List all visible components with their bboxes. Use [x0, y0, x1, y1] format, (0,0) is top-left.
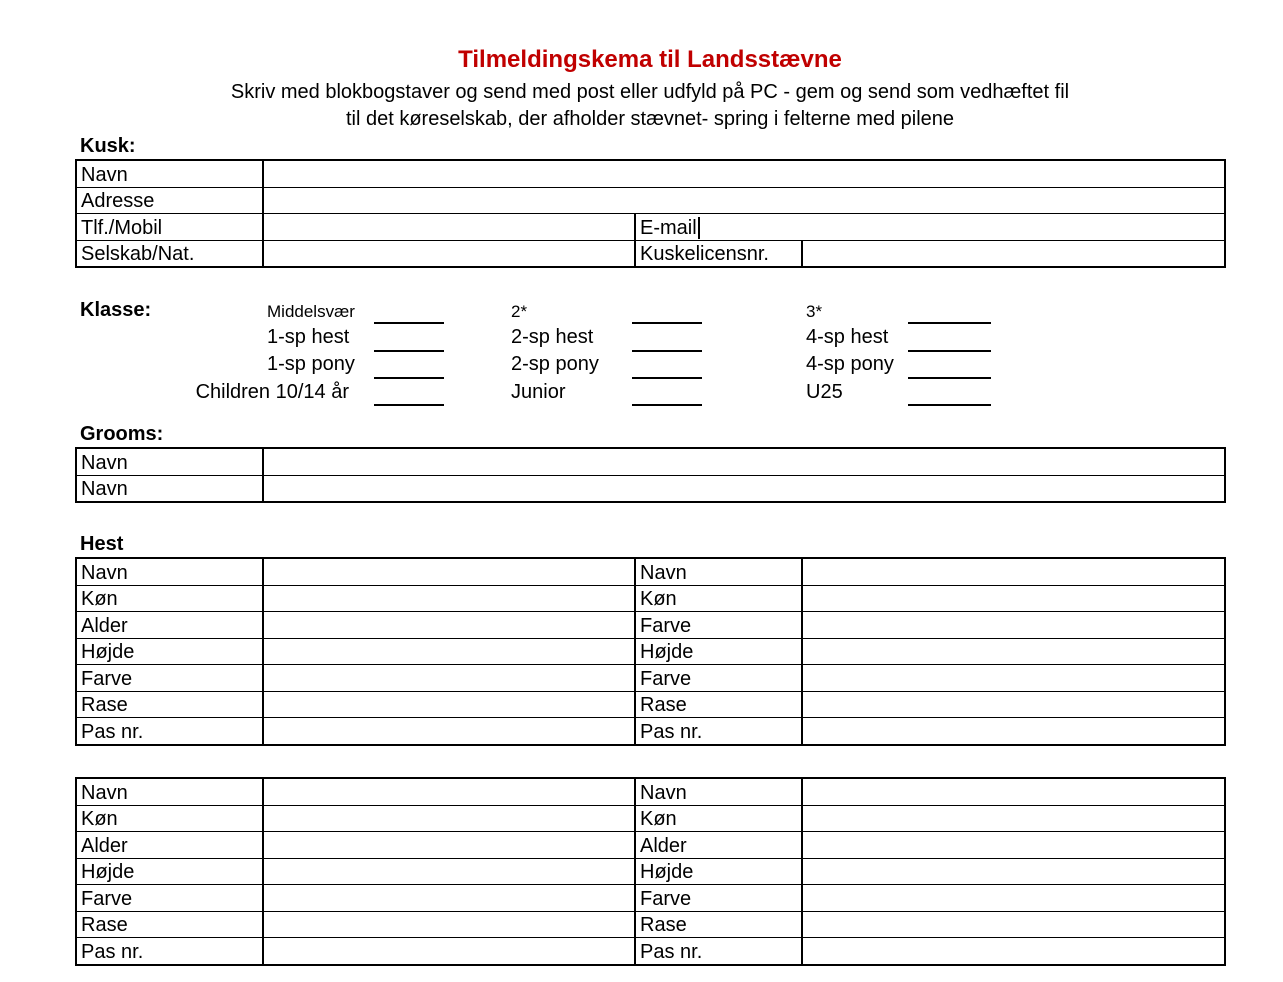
hest-4-field[interactable]	[802, 858, 1225, 885]
hest-row	[76, 718, 1225, 745]
hest-3-field[interactable]	[263, 778, 635, 805]
klasse-u25-line[interactable]	[908, 404, 991, 406]
groom-row	[76, 475, 1225, 502]
klasse-option-1sp-hest: 1-sp hest	[267, 326, 350, 348]
hest-label: Højde	[635, 858, 802, 885]
hest-label: Farve	[635, 885, 802, 912]
hest-2-field[interactable]	[802, 691, 1225, 718]
groom-1-navn-field[interactable]	[263, 448, 1225, 475]
hest-row	[76, 778, 1225, 805]
kusk-row-navn	[76, 160, 1225, 187]
klasse-option-middelsvaer: Middelsvær	[267, 302, 355, 321]
klasse-4sp-hest-line[interactable]	[908, 350, 991, 352]
kusk-licens-field[interactable]	[802, 240, 1225, 267]
hest-label: Alder	[76, 832, 263, 859]
hest-2-field[interactable]	[802, 665, 1225, 692]
kusk-navn-field[interactable]	[263, 160, 1225, 187]
klasse-option-3star: 3*	[806, 302, 823, 321]
hest-3-field[interactable]	[263, 805, 635, 832]
hest-1-field[interactable]	[263, 638, 635, 665]
hest-row	[76, 691, 1225, 718]
hest-label: Pas nr.	[76, 718, 263, 745]
hest-label: Navn	[635, 558, 802, 585]
hest-label: Navn	[76, 558, 263, 585]
hest-heading: Hest	[80, 533, 124, 555]
hest-2-field[interactable]	[802, 612, 1225, 639]
hest-3-field[interactable]	[263, 832, 635, 859]
kusk-row-selskab	[76, 240, 1225, 267]
hest-label: Højde	[635, 638, 802, 665]
groom-navn-label: Navn	[76, 448, 263, 475]
hest-label: Rase	[635, 691, 802, 718]
kusk-navn-label: Navn	[76, 160, 263, 187]
form-instructions-line-1: Skriv med blokbogstaver og send med post eller udfyld på PC - gem og send som vedhæftet fil	[230, 81, 1070, 103]
hest-3-field[interactable]	[263, 938, 635, 965]
klasse-heading: Klasse:	[80, 299, 152, 321]
hest-label: Rase	[76, 911, 263, 938]
form-instructions-line-2: til det køreselskab, der afholder stævnet- spring i felterne med pilene	[345, 108, 955, 130]
hest-2-field[interactable]	[802, 638, 1225, 665]
groom-row	[76, 448, 1225, 475]
hest-label: Køn	[635, 805, 802, 832]
hest-2-field[interactable]	[802, 718, 1225, 745]
form-title: Tilmeldingskema til Landsstævne	[458, 46, 842, 73]
hest-3-field[interactable]	[263, 858, 635, 885]
hest-label: Navn	[76, 778, 263, 805]
hest-label: Køn	[76, 805, 263, 832]
hest-label: Højde	[76, 638, 263, 665]
hest-3-field[interactable]	[263, 885, 635, 912]
hest-table-2	[75, 777, 1226, 966]
groom-navn-label: Navn	[76, 475, 263, 502]
hest-label: Navn	[635, 778, 802, 805]
klasse-2sp-pony-line[interactable]	[632, 377, 702, 379]
klasse-junior-line[interactable]	[632, 404, 702, 406]
klasse-option-children: Children 10/14 år	[195, 381, 349, 403]
klasse-option-2star: 2*	[511, 302, 528, 321]
hest-row	[76, 832, 1225, 859]
hest-row	[76, 638, 1225, 665]
hest-3-field[interactable]	[263, 911, 635, 938]
klasse-2star-line[interactable]	[632, 322, 702, 324]
hest-label: Højde	[76, 858, 263, 885]
klasse-option-4sp-pony: 4-sp pony	[806, 353, 894, 375]
hest-row	[76, 805, 1225, 832]
hest-row	[76, 858, 1225, 885]
kusk-email-cell[interactable]	[635, 214, 1225, 241]
hest-label: Køn	[76, 585, 263, 612]
klasse-2sp-hest-line[interactable]	[632, 350, 702, 352]
hest-label: Farve	[635, 612, 802, 639]
klasse-option-2sp-pony: 2-sp pony	[511, 353, 599, 375]
hest-2-field[interactable]	[802, 558, 1225, 585]
klasse-3star-line[interactable]	[908, 322, 991, 324]
klasse-1sp-hest-line[interactable]	[374, 350, 444, 352]
hest-label: Alder	[76, 612, 263, 639]
hest-1-field[interactable]	[263, 665, 635, 692]
kusk-heading: Kusk:	[80, 135, 136, 157]
hest-4-field[interactable]	[802, 832, 1225, 859]
hest-4-field[interactable]	[802, 938, 1225, 965]
kusk-adresse-field[interactable]	[263, 187, 1225, 214]
klasse-middelsvaer-line[interactable]	[374, 322, 444, 324]
kusk-selskab-label: Selskab/Nat.	[76, 240, 263, 267]
hest-row	[76, 885, 1225, 912]
hest-row	[76, 585, 1225, 612]
hest-4-field[interactable]	[802, 885, 1225, 912]
hest-label: Køn	[635, 585, 802, 612]
hest-4-field[interactable]	[802, 778, 1225, 805]
hest-label: Alder	[635, 832, 802, 859]
hest-row	[76, 665, 1225, 692]
hest-row	[76, 558, 1225, 585]
hest-label: Farve	[76, 665, 263, 692]
hest-1-field[interactable]	[263, 558, 635, 585]
hest-4-field[interactable]	[802, 805, 1225, 832]
hest-1-field[interactable]	[263, 612, 635, 639]
hest-2-field[interactable]	[802, 585, 1225, 612]
hest-label: Pas nr.	[635, 718, 802, 745]
kusk-row-tlf	[76, 214, 1225, 241]
kusk-tlf-field[interactable]	[263, 214, 635, 241]
klasse-option-2sp-hest: 2-sp hest	[511, 326, 594, 348]
groom-2-navn-field[interactable]	[263, 475, 1225, 502]
hest-1-field[interactable]	[263, 691, 635, 718]
hest-row	[76, 938, 1225, 965]
klasse-4sp-pony-line[interactable]	[908, 377, 991, 379]
klasse-option-1sp-pony: 1-sp pony	[267, 353, 355, 375]
hest-label: Pas nr.	[635, 938, 802, 965]
kusk-email-label: E-mail	[640, 217, 700, 239]
hest-label: Farve	[76, 885, 263, 912]
hest-label: Farve	[635, 665, 802, 692]
hest-row	[76, 911, 1225, 938]
kusk-tlf-label: Tlf./Mobil	[76, 214, 263, 241]
hest-label: Pas nr.	[76, 938, 263, 965]
kusk-table	[75, 159, 1226, 268]
hest-1-field[interactable]	[263, 585, 635, 612]
grooms-heading: Grooms:	[80, 423, 164, 445]
hest-row	[76, 612, 1225, 639]
hest-table-1	[75, 557, 1226, 746]
hest-label: Rase	[76, 691, 263, 718]
kusk-licens-label: Kuskelicensnr.	[635, 240, 802, 267]
kusk-adresse-label: Adresse	[76, 187, 263, 214]
hest-1-field[interactable]	[263, 718, 635, 745]
klasse-option-u25: U25	[806, 381, 843, 403]
hest-label: Rase	[635, 911, 802, 938]
klasse-1sp-pony-line[interactable]	[374, 377, 444, 379]
hest-4-field[interactable]	[802, 911, 1225, 938]
kusk-row-adresse	[76, 187, 1225, 214]
kusk-selskab-field[interactable]	[263, 240, 635, 267]
klasse-option-4sp-hest: 4-sp hest	[806, 326, 889, 348]
klasse-children-line[interactable]	[374, 404, 444, 406]
klasse-option-junior: Junior	[511, 381, 566, 403]
grooms-table	[75, 447, 1226, 503]
